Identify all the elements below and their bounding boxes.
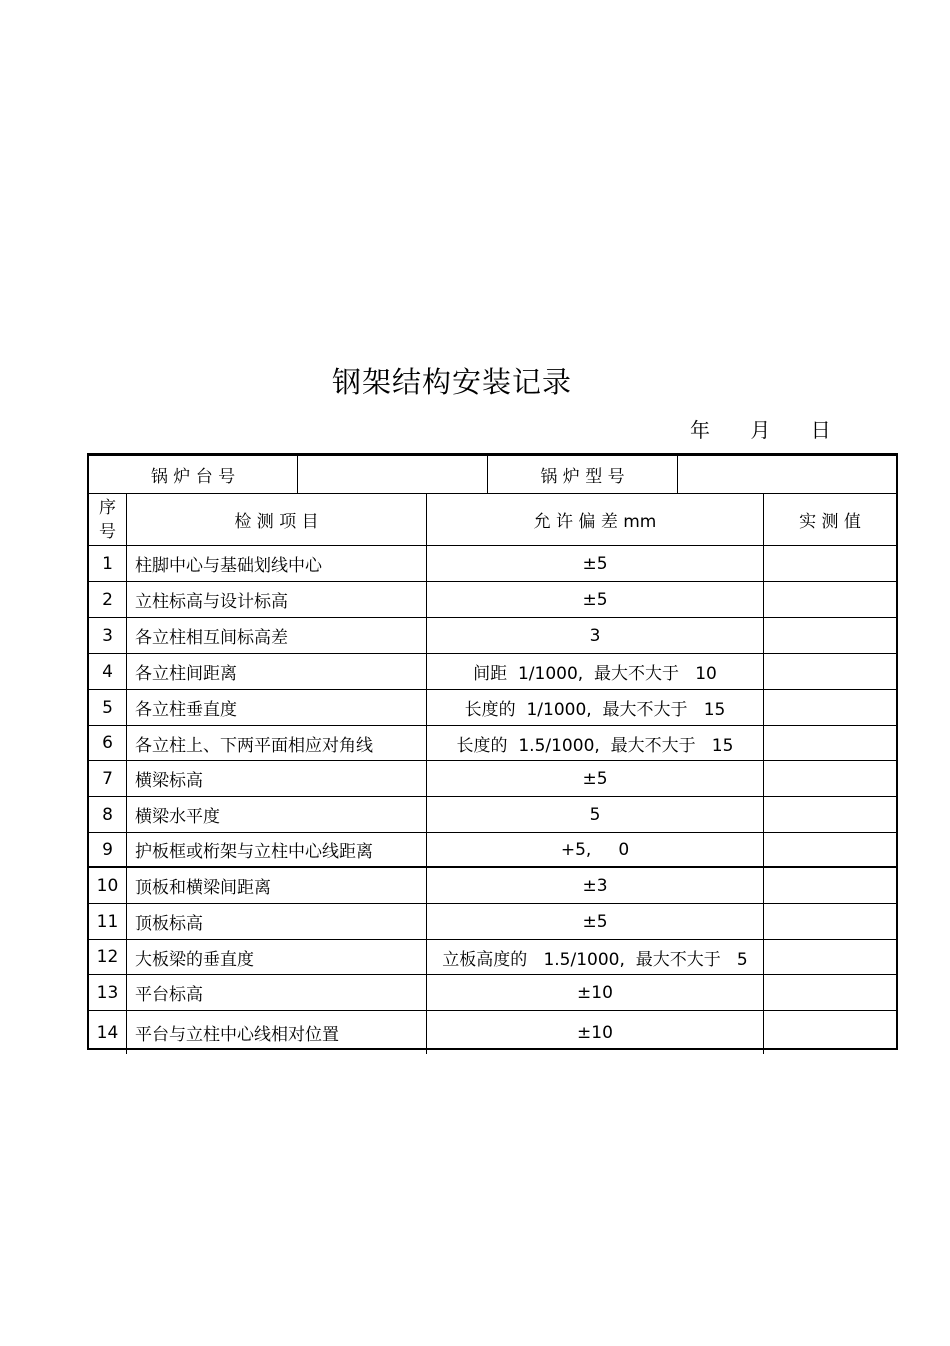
table-row xyxy=(89,833,896,868)
row-tolerance: ±5 xyxy=(426,582,763,617)
date-year-label: 年 xyxy=(690,418,710,442)
row-number: 8 xyxy=(102,804,113,825)
table-row xyxy=(89,618,896,654)
row-tolerance: 立板高度的 1.5/1000, 最大不大于 5 xyxy=(426,940,763,974)
boiler-no-label: 锅 炉 台 号 xyxy=(150,467,236,487)
row-item: 各立柱上、下两平面相应对角线 xyxy=(126,726,426,760)
row-number: 1 xyxy=(102,553,113,574)
date-day-label: 日 xyxy=(810,418,831,442)
row-item: 各立柱垂直度 xyxy=(126,690,426,725)
col-seq-header: 序 号 xyxy=(99,497,116,542)
record-table xyxy=(87,453,898,1050)
row-item: 各立柱间距离 xyxy=(126,654,426,689)
row-number: 2 xyxy=(102,589,113,610)
row-number: 5 xyxy=(102,697,113,718)
row-item: 横梁标高 xyxy=(126,761,426,796)
row-tolerance: 5 xyxy=(426,797,763,832)
row-number: 14 xyxy=(96,1022,119,1043)
row-item: 柱脚中心与基础划线中心 xyxy=(126,546,426,581)
table-row xyxy=(89,690,896,726)
boiler-model-label: 锅 炉 型 号 xyxy=(487,456,677,493)
row-item: 大板梁的垂直度 xyxy=(126,940,426,974)
date-line xyxy=(690,414,831,443)
col-tolerance-header: 允 许 偏 差 mm xyxy=(426,494,763,545)
row-number: 9 xyxy=(102,839,113,860)
row-measured-field[interactable] xyxy=(763,1011,896,1054)
row-tolerance: ±5 xyxy=(426,546,763,581)
table-row xyxy=(89,582,896,618)
table-row xyxy=(89,975,896,1011)
table-row xyxy=(89,940,896,975)
row-tolerance: ±5 xyxy=(426,761,763,796)
row-number: 4 xyxy=(102,661,113,682)
row-tolerance: ±10 xyxy=(426,1011,763,1054)
boiler-info-row xyxy=(89,456,896,494)
row-tolerance: 3 xyxy=(426,618,763,653)
col-item-header: 检 测 项 目 xyxy=(126,494,426,545)
row-item: 平台与立柱中心线相对位置 xyxy=(126,1011,426,1054)
row-number: 13 xyxy=(96,982,119,1003)
row-tolerance: ±10 xyxy=(426,975,763,1010)
row-measured-field[interactable] xyxy=(763,904,896,939)
table-row xyxy=(89,726,896,761)
row-tolerance: +5, 0 xyxy=(426,833,763,866)
row-number: 7 xyxy=(102,768,113,789)
page-title: 钢架结构安装记录 xyxy=(331,365,572,399)
table-row xyxy=(89,761,896,797)
row-measured-field[interactable] xyxy=(763,975,896,1010)
boiler-model-field[interactable] xyxy=(677,456,896,493)
row-measured-field[interactable] xyxy=(763,654,896,689)
row-measured-field[interactable] xyxy=(763,797,896,832)
row-number: 3 xyxy=(102,625,113,646)
row-item: 平台标高 xyxy=(126,975,426,1010)
row-measured-field[interactable] xyxy=(763,546,896,581)
table-row xyxy=(89,1011,896,1054)
row-tolerance: 间距 1/1000, 最大不大于 10 xyxy=(426,654,763,689)
row-item: 各立柱相互间标高差 xyxy=(126,618,426,653)
table-row xyxy=(89,904,896,940)
row-measured-field[interactable] xyxy=(763,726,896,760)
row-measured-field[interactable] xyxy=(763,761,896,796)
row-measured-field[interactable] xyxy=(763,833,896,866)
row-tolerance: 长度的 1/1000, 最大不大于 15 xyxy=(426,690,763,725)
table-row xyxy=(89,654,896,690)
row-item: 横梁水平度 xyxy=(126,797,426,832)
row-item: 立柱标高与设计标高 xyxy=(126,582,426,617)
row-measured-field[interactable] xyxy=(763,690,896,725)
row-item: 顶板标高 xyxy=(126,904,426,939)
row-tolerance: 长度的 1.5/1000, 最大不大于 15 xyxy=(426,726,763,760)
row-measured-field[interactable] xyxy=(763,940,896,974)
row-measured-field[interactable] xyxy=(763,868,896,903)
table-row xyxy=(89,868,896,904)
row-tolerance: ±5 xyxy=(426,904,763,939)
row-tolerance: ±3 xyxy=(426,868,763,903)
row-measured-field[interactable] xyxy=(763,618,896,653)
row-number: 10 xyxy=(96,875,119,896)
row-number: 6 xyxy=(102,733,113,753)
row-item: 顶板和横梁间距离 xyxy=(126,868,426,903)
row-measured-field[interactable] xyxy=(763,582,896,617)
row-number: 12 xyxy=(96,947,119,967)
date-month-label: 月 xyxy=(750,418,771,442)
boiler-no-field[interactable] xyxy=(297,456,487,493)
row-item: 护板框或桁架与立柱中心线距离 xyxy=(126,833,426,866)
row-number: 11 xyxy=(96,911,119,932)
table-row xyxy=(89,797,896,833)
table-row xyxy=(89,546,896,582)
column-header-row xyxy=(89,494,896,546)
col-measured-header: 实 测 值 xyxy=(763,494,896,545)
